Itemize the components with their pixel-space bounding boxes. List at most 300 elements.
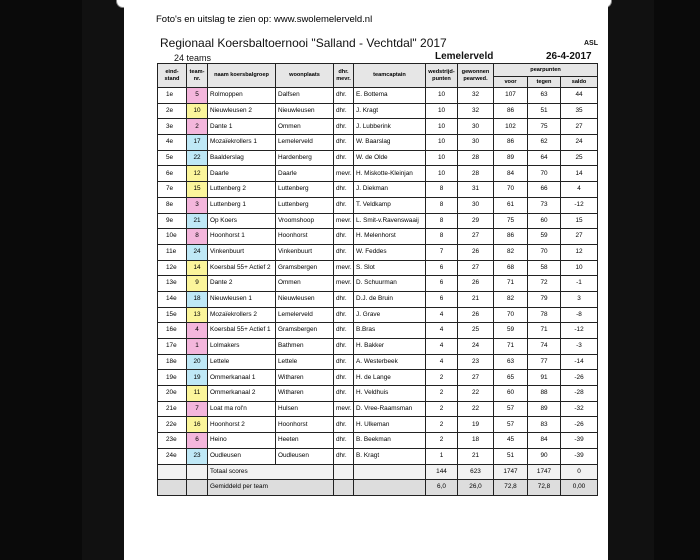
aanhef-cell: dhr. bbox=[334, 150, 354, 166]
table-row bbox=[158, 197, 598, 213]
captain-cell: D.J. de Bruin bbox=[354, 291, 426, 307]
team-name-cell: Ommerkanaal 2 bbox=[208, 386, 276, 402]
punten-cell: 10 bbox=[426, 166, 458, 182]
voor-cell: 59 bbox=[494, 323, 528, 339]
totals-saldo: 0 bbox=[561, 464, 598, 480]
tegen-cell: 73 bbox=[528, 197, 561, 213]
team-name-cell: Hoonhorst 2 bbox=[208, 417, 276, 433]
gewonnen-cell: 21 bbox=[458, 291, 494, 307]
punten-cell: 8 bbox=[426, 229, 458, 245]
captain-cell: B. Kragt bbox=[354, 448, 426, 464]
table-row bbox=[158, 448, 598, 464]
woonplaats-cell: Hoonhorst bbox=[276, 229, 334, 245]
aanhef-cell: dhr. bbox=[334, 448, 354, 464]
saldo-cell: -3 bbox=[561, 339, 598, 355]
team-name-cell: Lettele bbox=[208, 354, 276, 370]
totals-punten: 144 bbox=[426, 464, 458, 480]
voor-cell: 61 bbox=[494, 197, 528, 213]
captain-cell: B.Bras bbox=[354, 323, 426, 339]
punten-cell: 8 bbox=[426, 197, 458, 213]
team-name-cell: Loat ma rol'n bbox=[208, 401, 276, 417]
captain-cell: H. Miskotte-Kleinjan bbox=[354, 166, 426, 182]
tegen-cell: 59 bbox=[528, 229, 561, 245]
captain-cell: W. de Olde bbox=[354, 150, 426, 166]
aanhef-cell: dhr. bbox=[334, 291, 354, 307]
table-row bbox=[158, 370, 598, 386]
voor-cell: 57 bbox=[494, 417, 528, 433]
woonplaats-cell: Vinkenbuurt bbox=[276, 244, 334, 260]
tegen-cell: 60 bbox=[528, 213, 561, 229]
saldo-cell: -1 bbox=[561, 276, 598, 292]
table-row bbox=[158, 135, 598, 151]
captain-cell: J. Kragt bbox=[354, 103, 426, 119]
average-tegen: 72,8 bbox=[528, 480, 561, 496]
aanhef-cell: dhr. bbox=[334, 182, 354, 198]
tegen-cell: 74 bbox=[528, 339, 561, 355]
stand-cell: 5e bbox=[158, 150, 187, 166]
tegen-cell: 77 bbox=[528, 354, 561, 370]
aanhef-cell: dhr. bbox=[334, 433, 354, 449]
asl-label: ASL bbox=[584, 40, 598, 47]
punten-cell: 4 bbox=[426, 339, 458, 355]
woonplaats-cell: Nieuwleusen bbox=[276, 103, 334, 119]
team-name-cell: Koersbal 55+ Actief 1 bbox=[208, 323, 276, 339]
totals-tegen: 1747 bbox=[528, 464, 561, 480]
woonplaats-cell: Ommen bbox=[276, 276, 334, 292]
location-label: Lemelerveld bbox=[435, 51, 494, 62]
tegen-cell: 89 bbox=[528, 401, 561, 417]
gewonnen-cell: 30 bbox=[458, 135, 494, 151]
col-gewonnen: gewonnen pearwed. bbox=[458, 64, 494, 88]
saldo-cell: 35 bbox=[561, 103, 598, 119]
aanhef-cell: dhr. bbox=[334, 103, 354, 119]
tegen-cell: 90 bbox=[528, 448, 561, 464]
team-name-cell: Nieuwleusen 1 bbox=[208, 291, 276, 307]
stand-cell: 12e bbox=[158, 260, 187, 276]
stand-cell: 6e bbox=[158, 166, 187, 182]
team-name-cell: Dante 2 bbox=[208, 276, 276, 292]
voor-cell: 68 bbox=[494, 260, 528, 276]
punten-cell: 6 bbox=[426, 276, 458, 292]
col-tegen: tegen bbox=[528, 77, 561, 88]
woonplaats-cell: Hardenberg bbox=[276, 150, 334, 166]
punten-cell: 2 bbox=[426, 386, 458, 402]
team-nr-cell: 1 bbox=[187, 339, 208, 355]
aanhef-cell: dhr. bbox=[334, 229, 354, 245]
team-name-cell: Koersbal 55+ Actief 2 bbox=[208, 260, 276, 276]
stand-cell: 22e bbox=[158, 417, 187, 433]
captain-cell: J. Lubberink bbox=[354, 119, 426, 135]
saldo-cell: 10 bbox=[561, 260, 598, 276]
col-pearpunten: pearpunten bbox=[494, 64, 598, 77]
gewonnen-cell: 22 bbox=[458, 386, 494, 402]
col-naam: naam koersbalgroep bbox=[208, 64, 276, 88]
tegen-cell: 91 bbox=[528, 370, 561, 386]
saldo-cell: 3 bbox=[561, 291, 598, 307]
woonplaats-cell: Luttenberg bbox=[276, 197, 334, 213]
saldo-cell: 44 bbox=[561, 88, 598, 104]
team-nr-cell: 3 bbox=[187, 197, 208, 213]
saldo-cell: 4 bbox=[561, 182, 598, 198]
tegen-cell: 83 bbox=[528, 417, 561, 433]
captain-cell: L. Smit-v.Ravenswaaij bbox=[354, 213, 426, 229]
aanhef-cell: dhr. bbox=[334, 244, 354, 260]
team-name-cell: Heino bbox=[208, 433, 276, 449]
team-name-cell: Luttenberg 1 bbox=[208, 197, 276, 213]
table-row bbox=[158, 88, 598, 104]
team-name-cell: Dante 1 bbox=[208, 119, 276, 135]
stand-cell: 24e bbox=[158, 448, 187, 464]
saldo-cell: 15 bbox=[561, 213, 598, 229]
woonplaats-cell: Ommen bbox=[276, 119, 334, 135]
team-nr-cell: 23 bbox=[187, 448, 208, 464]
team-nr-cell: 19 bbox=[187, 370, 208, 386]
punten-cell: 6 bbox=[426, 260, 458, 276]
stand-cell: 15e bbox=[158, 307, 187, 323]
punten-cell: 10 bbox=[426, 150, 458, 166]
aanhef-cell: mevr. bbox=[334, 401, 354, 417]
voor-cell: 70 bbox=[494, 307, 528, 323]
stand-cell: 19e bbox=[158, 370, 187, 386]
voor-cell: 57 bbox=[494, 401, 528, 417]
team-nr-cell: 13 bbox=[187, 307, 208, 323]
saldo-cell: 25 bbox=[561, 150, 598, 166]
voor-cell: 71 bbox=[494, 276, 528, 292]
captain-cell: B. Beekman bbox=[354, 433, 426, 449]
gewonnen-cell: 23 bbox=[458, 354, 494, 370]
team-name-cell: Daarle bbox=[208, 166, 276, 182]
tegen-cell: 58 bbox=[528, 260, 561, 276]
tournament-title: Regionaal Koersbaltoernooi "Salland - Vechtdal" 2017 bbox=[160, 36, 447, 50]
voor-cell: 45 bbox=[494, 433, 528, 449]
punten-cell: 4 bbox=[426, 323, 458, 339]
saldo-cell: -8 bbox=[561, 307, 598, 323]
woonplaats-cell: Hoonhorst bbox=[276, 417, 334, 433]
totals-voor: 1747 bbox=[494, 464, 528, 480]
aanhef-cell: dhr. bbox=[334, 354, 354, 370]
saldo-cell: 27 bbox=[561, 119, 598, 135]
captain-cell: H. Veldhuis bbox=[354, 386, 426, 402]
tegen-cell: 66 bbox=[528, 182, 561, 198]
average-saldo: 0,00 bbox=[561, 480, 598, 496]
captain-cell: A. Westerbeek bbox=[354, 354, 426, 370]
captain-cell: H. Bakker bbox=[354, 339, 426, 355]
tegen-cell: 88 bbox=[528, 386, 561, 402]
captain-cell: D. Vree-Raamsman bbox=[354, 401, 426, 417]
captain-cell: T. Veldkamp bbox=[354, 197, 426, 213]
aanhef-cell: mevr. bbox=[334, 276, 354, 292]
date-label: 26-4-2017 bbox=[546, 51, 592, 62]
team-nr-cell: 12 bbox=[187, 166, 208, 182]
captain-cell: S. Slot bbox=[354, 260, 426, 276]
tegen-cell: 75 bbox=[528, 119, 561, 135]
average-label: Gemiddeld per team bbox=[208, 480, 334, 496]
gewonnen-cell: 26 bbox=[458, 276, 494, 292]
teams-count: 24 teams bbox=[174, 53, 212, 63]
gewonnen-cell: 30 bbox=[458, 119, 494, 135]
gewonnen-cell: 26 bbox=[458, 307, 494, 323]
aanhef-cell: dhr. bbox=[334, 197, 354, 213]
team-name-cell: Lolmakers bbox=[208, 339, 276, 355]
table-row bbox=[158, 291, 598, 307]
voor-cell: 63 bbox=[494, 354, 528, 370]
left-backdrop bbox=[0, 0, 82, 560]
punten-cell: 4 bbox=[426, 307, 458, 323]
woonplaats-cell: Luttenberg bbox=[276, 182, 334, 198]
punten-cell: 1 bbox=[426, 448, 458, 464]
table-row bbox=[158, 166, 598, 182]
document-page bbox=[124, 0, 608, 560]
captain-cell: W. Baarslag bbox=[354, 135, 426, 151]
standings-table bbox=[157, 63, 598, 496]
gewonnen-cell: 29 bbox=[458, 213, 494, 229]
tegen-cell: 84 bbox=[528, 433, 561, 449]
tegen-cell: 51 bbox=[528, 103, 561, 119]
aanhef-cell: dhr. bbox=[334, 386, 354, 402]
saldo-cell: -39 bbox=[561, 448, 598, 464]
voor-cell: 107 bbox=[494, 88, 528, 104]
saldo-cell: -26 bbox=[561, 417, 598, 433]
punten-cell: 2 bbox=[426, 401, 458, 417]
voor-cell: 70 bbox=[494, 182, 528, 198]
table-row bbox=[158, 119, 598, 135]
gewonnen-cell: 28 bbox=[458, 166, 494, 182]
gewonnen-cell: 18 bbox=[458, 433, 494, 449]
right-margin bbox=[608, 0, 654, 560]
captain-cell: D. Schuurman bbox=[354, 276, 426, 292]
aanhef-cell: dhr. bbox=[334, 370, 354, 386]
woonplaats-cell: Nieuwleusen bbox=[276, 291, 334, 307]
table-row bbox=[158, 339, 598, 355]
woonplaats-cell: Lettele bbox=[276, 354, 334, 370]
tegen-cell: 70 bbox=[528, 244, 561, 260]
woonplaats-cell: Daarle bbox=[276, 166, 334, 182]
totals-label: Totaal scores bbox=[208, 464, 334, 480]
table-row bbox=[158, 213, 598, 229]
team-nr-cell: 24 bbox=[187, 244, 208, 260]
table-row bbox=[158, 244, 598, 260]
woonplaats-cell: Lemelerveld bbox=[276, 307, 334, 323]
stand-cell: 21e bbox=[158, 401, 187, 417]
team-nr-cell: 17 bbox=[187, 135, 208, 151]
woonplaats-cell: Heeten bbox=[276, 433, 334, 449]
stand-cell: 20e bbox=[158, 386, 187, 402]
gewonnen-cell: 26 bbox=[458, 244, 494, 260]
punten-cell: 8 bbox=[426, 182, 458, 198]
saldo-cell: 24 bbox=[561, 135, 598, 151]
stand-cell: 13e bbox=[158, 276, 187, 292]
team-nr-cell: 10 bbox=[187, 103, 208, 119]
woonplaats-cell: Gramsbergen bbox=[276, 323, 334, 339]
team-nr-cell: 15 bbox=[187, 182, 208, 198]
voor-cell: 84 bbox=[494, 166, 528, 182]
team-name-cell: Ommerkanaal 1 bbox=[208, 370, 276, 386]
captain-cell: J. Diekman bbox=[354, 182, 426, 198]
voor-cell: 71 bbox=[494, 339, 528, 355]
team-name-cell: Hoonhorst 1 bbox=[208, 229, 276, 245]
saldo-cell: 14 bbox=[561, 166, 598, 182]
average-row bbox=[158, 480, 598, 496]
team-nr-cell: 9 bbox=[187, 276, 208, 292]
stand-cell: 10e bbox=[158, 229, 187, 245]
gewonnen-cell: 22 bbox=[458, 401, 494, 417]
gewonnen-cell: 21 bbox=[458, 448, 494, 464]
saldo-cell: 27 bbox=[561, 229, 598, 245]
stand-cell: 23e bbox=[158, 433, 187, 449]
voor-cell: 82 bbox=[494, 291, 528, 307]
tegen-cell: 70 bbox=[528, 166, 561, 182]
gewonnen-cell: 25 bbox=[458, 323, 494, 339]
average-gewonnen: 26,0 bbox=[458, 480, 494, 496]
stand-cell: 3e bbox=[158, 119, 187, 135]
gewonnen-cell: 27 bbox=[458, 370, 494, 386]
team-nr-cell: 6 bbox=[187, 433, 208, 449]
voor-cell: 60 bbox=[494, 386, 528, 402]
team-nr-cell: 4 bbox=[187, 323, 208, 339]
team-nr-cell: 22 bbox=[187, 150, 208, 166]
col-woonplaats: woonplaats bbox=[276, 64, 334, 88]
team-nr-cell: 20 bbox=[187, 354, 208, 370]
table-row bbox=[158, 417, 598, 433]
aanhef-cell: mevr. bbox=[334, 166, 354, 182]
gewonnen-cell: 32 bbox=[458, 88, 494, 104]
stand-cell: 7e bbox=[158, 182, 187, 198]
table-row bbox=[158, 354, 598, 370]
gewonnen-cell: 30 bbox=[458, 197, 494, 213]
table-row bbox=[158, 103, 598, 119]
team-name-cell: Oudleusen bbox=[208, 448, 276, 464]
table-row bbox=[158, 260, 598, 276]
gewonnen-cell: 24 bbox=[458, 339, 494, 355]
voor-cell: 86 bbox=[494, 135, 528, 151]
team-name-cell: Vinkenbuurt bbox=[208, 244, 276, 260]
stand-cell: 18e bbox=[158, 354, 187, 370]
table-row bbox=[158, 323, 598, 339]
voor-cell: 86 bbox=[494, 103, 528, 119]
punten-cell: 10 bbox=[426, 135, 458, 151]
woonplaats-cell: Oudleusen bbox=[276, 448, 334, 464]
voor-cell: 86 bbox=[494, 229, 528, 245]
col-wedstrijdpunten: wedstrijd-punten bbox=[426, 64, 458, 88]
team-nr-cell: 14 bbox=[187, 260, 208, 276]
col-dhr-mevr: dhr. mevr. bbox=[334, 64, 354, 88]
punten-cell: 2 bbox=[426, 433, 458, 449]
col-team-nr: team-nr. bbox=[187, 64, 208, 88]
aanhef-cell: dhr. bbox=[334, 323, 354, 339]
voor-cell: 82 bbox=[494, 244, 528, 260]
table-row bbox=[158, 401, 598, 417]
woonplaats-cell: Bathmen bbox=[276, 339, 334, 355]
gewonnen-cell: 27 bbox=[458, 229, 494, 245]
team-nr-cell: 21 bbox=[187, 213, 208, 229]
woonplaats-cell: Witharen bbox=[276, 386, 334, 402]
average-punten: 6,0 bbox=[426, 480, 458, 496]
table-row bbox=[158, 433, 598, 449]
totals-row bbox=[158, 464, 598, 480]
voor-cell: 102 bbox=[494, 119, 528, 135]
punten-cell: 10 bbox=[426, 119, 458, 135]
table-row bbox=[158, 229, 598, 245]
team-name-cell: Mozaïekrollers 1 bbox=[208, 135, 276, 151]
tegen-cell: 63 bbox=[528, 88, 561, 104]
col-eind-stand: eind-stand bbox=[158, 64, 187, 88]
aanhef-cell: mevr. bbox=[334, 260, 354, 276]
saldo-cell: -39 bbox=[561, 433, 598, 449]
team-nr-cell: 7 bbox=[187, 401, 208, 417]
stand-cell: 8e bbox=[158, 197, 187, 213]
left-margin bbox=[82, 0, 124, 560]
punten-cell: 8 bbox=[426, 213, 458, 229]
punten-cell: 2 bbox=[426, 370, 458, 386]
tegen-cell: 64 bbox=[528, 150, 561, 166]
tegen-cell: 78 bbox=[528, 307, 561, 323]
team-name-cell: Rolmoppen bbox=[208, 88, 276, 104]
punten-cell: 4 bbox=[426, 354, 458, 370]
saldo-cell: -28 bbox=[561, 386, 598, 402]
stand-cell: 17e bbox=[158, 339, 187, 355]
col-saldo: saldo bbox=[561, 77, 598, 88]
aanhef-cell: dhr. bbox=[334, 88, 354, 104]
table-row bbox=[158, 182, 598, 198]
table-row bbox=[158, 150, 598, 166]
stand-cell: 14e bbox=[158, 291, 187, 307]
team-nr-cell: 11 bbox=[187, 386, 208, 402]
saldo-cell: -32 bbox=[561, 401, 598, 417]
team-nr-cell: 16 bbox=[187, 417, 208, 433]
captain-cell: W. Feddes bbox=[354, 244, 426, 260]
tegen-cell: 62 bbox=[528, 135, 561, 151]
saldo-cell: 12 bbox=[561, 244, 598, 260]
tegen-cell: 71 bbox=[528, 323, 561, 339]
saldo-cell: -14 bbox=[561, 354, 598, 370]
team-nr-cell: 8 bbox=[187, 229, 208, 245]
punten-cell: 2 bbox=[426, 417, 458, 433]
woonplaats-cell: Lemelerveld bbox=[276, 135, 334, 151]
stand-cell: 1e bbox=[158, 88, 187, 104]
aanhef-cell: mevr. bbox=[334, 213, 354, 229]
voor-cell: 75 bbox=[494, 213, 528, 229]
right-backdrop bbox=[654, 0, 700, 560]
stand-cell: 16e bbox=[158, 323, 187, 339]
woonplaats-cell: Gramsbergen bbox=[276, 260, 334, 276]
photo-note: Foto's en uitslag te zien op: www.swolemelerveld.nl bbox=[156, 14, 373, 25]
saldo-cell: -12 bbox=[561, 197, 598, 213]
tegen-cell: 72 bbox=[528, 276, 561, 292]
saldo-cell: -12 bbox=[561, 323, 598, 339]
woonplaats-cell: Vroomshoop bbox=[276, 213, 334, 229]
stand-cell: 11e bbox=[158, 244, 187, 260]
voor-cell: 65 bbox=[494, 370, 528, 386]
totals-gewonnen: 623 bbox=[458, 464, 494, 480]
team-nr-cell: 18 bbox=[187, 291, 208, 307]
stand-cell: 2e bbox=[158, 103, 187, 119]
aanhef-cell: dhr. bbox=[334, 417, 354, 433]
table-row bbox=[158, 307, 598, 323]
stand-cell: 9e bbox=[158, 213, 187, 229]
woonplaats-cell: Witharen bbox=[276, 370, 334, 386]
punten-cell: 10 bbox=[426, 103, 458, 119]
gewonnen-cell: 19 bbox=[458, 417, 494, 433]
stand-cell: 4e bbox=[158, 135, 187, 151]
captain-cell: H. Melenhorst bbox=[354, 229, 426, 245]
woonplaats-cell: Hulsen bbox=[276, 401, 334, 417]
gewonnen-cell: 32 bbox=[458, 103, 494, 119]
captain-cell: J. Grave bbox=[354, 307, 426, 323]
aanhef-cell: dhr. bbox=[334, 119, 354, 135]
col-teamcaptain: teamcaptain bbox=[354, 64, 426, 88]
voor-cell: 51 bbox=[494, 448, 528, 464]
gewonnen-cell: 31 bbox=[458, 182, 494, 198]
